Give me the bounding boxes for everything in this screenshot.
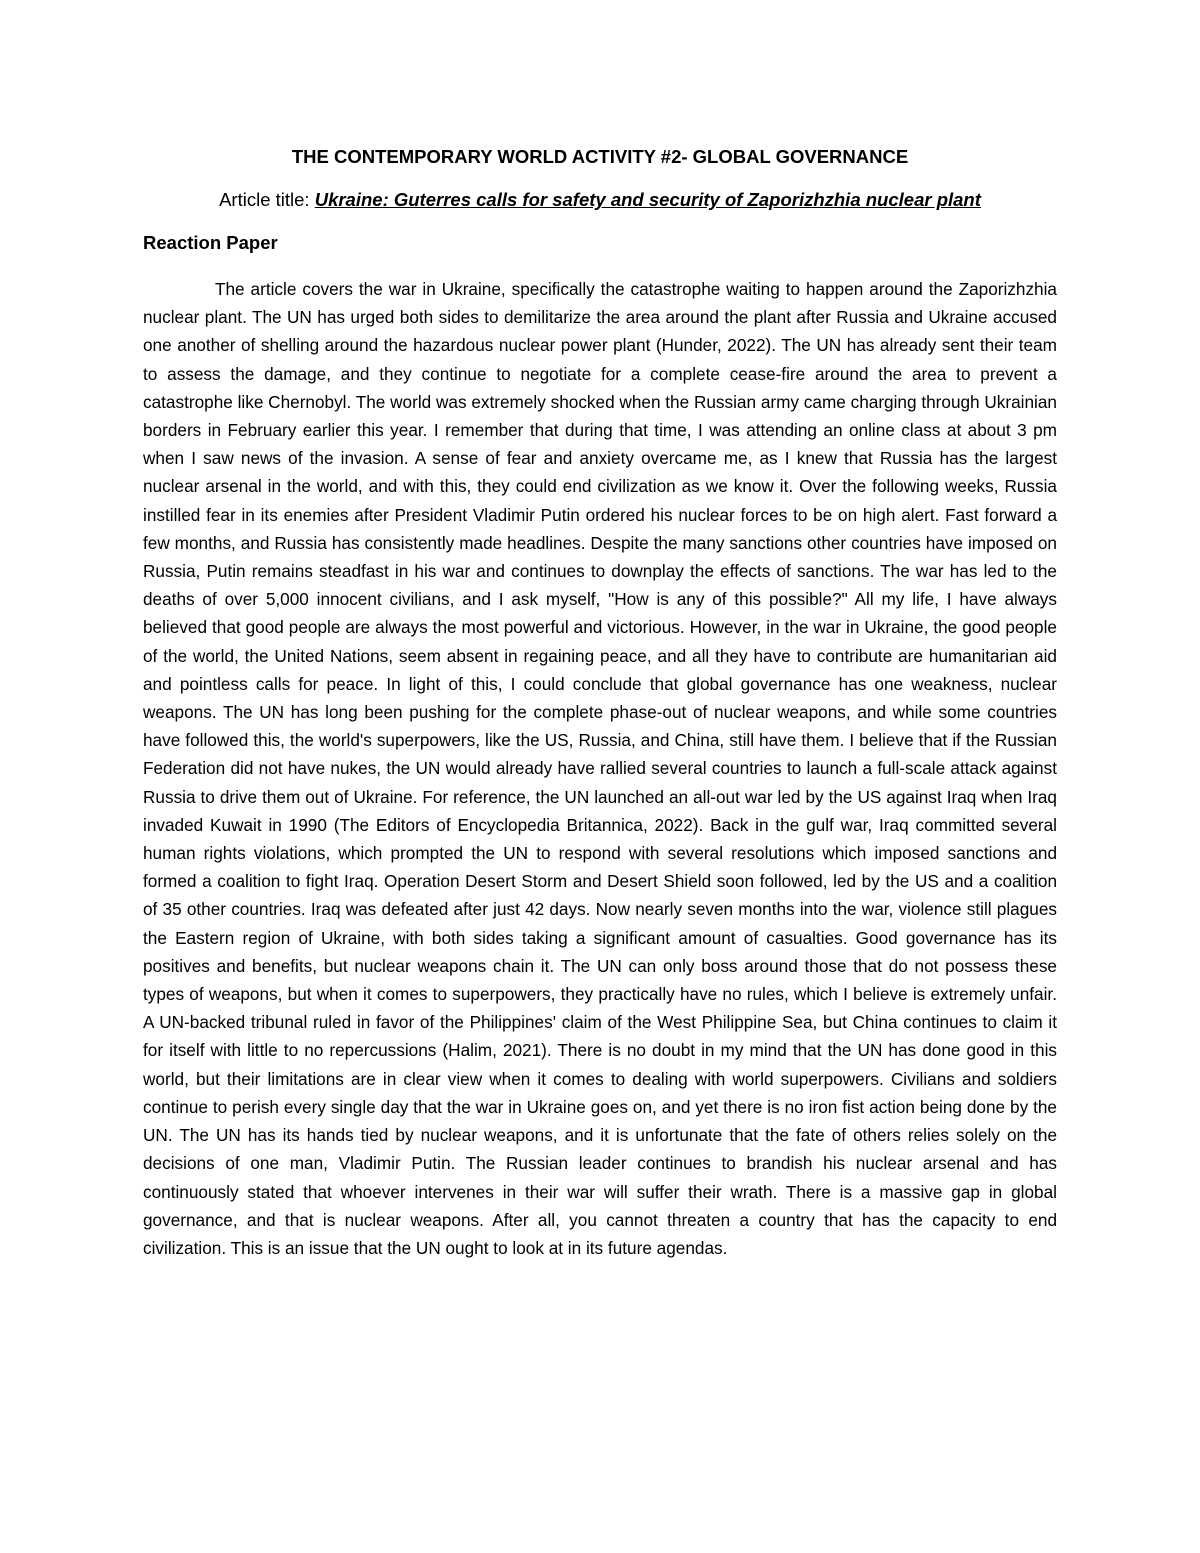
article-title-line [143, 186, 1057, 214]
reaction-paper-body: The article covers the war in Ukraine, specifically the catastrophe waiting to happen around the Zaporizhzhia nuclear plant. The UN has urged both sides to demilitarize the area around the plant after Russia and Ukraine accused one another of shelling around the hazardous nuclear power plant (Hunder, 2022). The UN has already sent their team to assess the damage, and they continue to negotiate for a complete cease-fire around the area to prevent a catastrophe like Chernobyl. The world was extremely shocked when the Russian army came charging through Ukrainian borders in February earlier this year. I remember that during that time, I was attending an online class at about 3 pm when I saw news of the invasion. A sense of fear and anxiety overcame me, as I knew that Russia has the largest nuclear arsenal in the world, and with this, they could end civilization as we know it. Over the following weeks, Russia instilled fear in its enemies after President Vladimir Putin ordered his nuclear forces to be on high alert. Fast forward a few months, and Russia has consistently made headlines. Despite the many sanctions other countries have imposed on Russia, Putin remains steadfast in his war and continues to downplay the effects of sanctions. The war has led to the deaths of over 5,000 innocent civilians, and I ask myself, "How is any of this possible?" All my life, I have always believed that good people are always the most powerful and victorious. However, in the war in Ukraine, the good people of the world, the United Nations, seem absent in regaining peace, and all they have to contribute are humanitarian aid and pointless calls for peace. In light of this, I could conclude that global governance has one weakness, nuclear weapons. The UN has long been pushing for the complete phase-out of nuclear weapons, and while some countries have followed this, the world's superpowers, like the US, Russia, and China, still have them. I believe that if the Russian Federation did not have nukes, the UN would already have rallied several countries to launch a full-scale attack against Russia to drive them out of Ukraine. For reference, the UN launched an all-out war led by the US against Iraq when Iraq invaded Kuwait in 1990 (The Editors of Encyclopedia Britannica, 2022). Back in the gulf war, Iraq committed several human rights violations, which prompted the UN to respond with several resolutions which imposed sanctions and formed a coalition to fight Iraq. Operation Desert Storm and Desert Shield soon followed, led by the US and a coalition of 35 other countries. Iraq was defeated after just 42 days. Now nearly seven months into the war, violence still plagues the Eastern region of Ukraine, with both sides taking a significant amount of casualties. Good governance has its positives and benefits, but nuclear weapons chain it. The UN can only boss around those that do not possess these types of weapons, but when it comes to superpowers, they practically have no rules, which I believe is extremely unfair. A UN-backed tribunal ruled in favor of the Philippines' claim of the West Philippine Sea, but China continues to claim it for itself with little to no repercussions (Halim, 2021). There is no doubt in my mind that the UN has done good in this world, but their limitations are in clear view when it comes to dealing with world superpowers. Civilians and soldiers continue to perish every single day that the war in Ukraine goes on, and yet there is no iron fist action being done by the UN. The UN has its hands tied by nuclear weapons, and it is unfortunate that the fate of others relies solely on the decisions of one man, Vladimir Putin. The Russian leader continues to brandish his nuclear arsenal and has continuously stated that whoever intervenes in their war will suffer their wrath. There is a massive gap in global governance, and that is nuclear weapons. After all, you cannot threaten a country that has the capacity to end civilization. This is an issue that the UN ought to look at in its future agendas. [143, 279, 1057, 1258]
section-heading: Reaction Paper [143, 232, 278, 253]
article-title-link[interactable]: Ukraine: Guterres calls for safety and security of Zaporizhzhia nuclear plant [314, 189, 981, 210]
article-title-label: Article title: [219, 189, 315, 210]
document-title: THE CONTEMPORARY WORLD ACTIVITY #2- GLOBAL GOVERNANCE [291, 146, 909, 167]
